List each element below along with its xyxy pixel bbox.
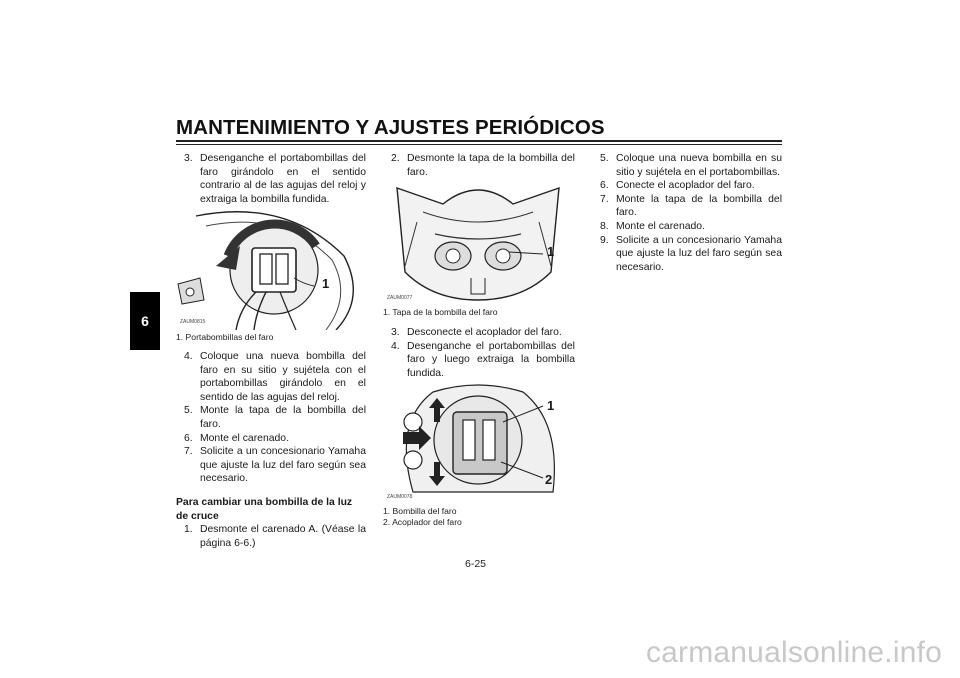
figure-code: ZAUM0077 [387, 295, 413, 301]
figure-code: ZAUM0078 [387, 494, 413, 500]
column-1-continued [176, 350, 366, 550]
column-3 [592, 152, 782, 274]
page-title: MANTENIMIENTO Y AJUSTES PERIÓDICOS [176, 116, 605, 139]
column-2 [383, 152, 575, 179]
figure-label-1: 1 [547, 244, 555, 259]
page-number: 6-25 [465, 558, 487, 570]
figure-bulb-coupler [383, 382, 573, 504]
header-rule [176, 140, 782, 142]
figure-caption: 1. Portabombillas del faro [176, 332, 274, 342]
step-1: 1. Desmonte el carenado A. (Véase la página 6-6.) [184, 524, 366, 549]
step-5: 5. Monte la tapa de la bombilla del faro. [184, 405, 366, 430]
step-4: 4. Desenganche el portabombillas del faro y luego extraiga la bombilla fundida. [391, 340, 575, 379]
figure-captions [383, 506, 575, 528]
column-1 [176, 152, 366, 206]
chapter-tab: 6 [130, 292, 160, 350]
figure-headlight-cover [383, 182, 573, 304]
figure-caption: 1. Tapa de la bombilla del faro [383, 307, 498, 317]
step-6: 6. Conecte el acoplador del faro. [600, 180, 755, 192]
step-5: 5. Coloque una nueva bombilla en su sitio y sujétela en el portabombillas. [600, 153, 782, 178]
figure-caption-1: 1. Bombilla del faro [383, 506, 457, 516]
step-7: 7. Solicite a un concesionario Yamaha que ajuste la luz del faro según sea necesario. [184, 446, 366, 485]
figure-label-1: 1 [322, 276, 330, 291]
step-3: 3. Desenganche el portabombillas del faro girándolo en el sentido contrario al de las agujas del reloj y extraiga la bombilla fundida. [184, 153, 366, 205]
section-heading: Para cambiar una bombilla de la luz de cruce [176, 496, 353, 522]
step-2: 2. Desmonte la tapa de la bombilla del faro. [391, 153, 575, 178]
figure-code: ZAUM0815 [180, 319, 206, 325]
step-6: 6. Monte el carenado. [184, 432, 289, 444]
column-2-continued [383, 326, 575, 380]
step-4: 4. Coloque una nueva bombilla del faro en su sitio y sujétela con el portabombillas girándolo en el sentido de las agujas del reloj. [184, 351, 366, 403]
header-rule-thin [176, 144, 782, 145]
step-8: 8. Monte el carenado. [600, 220, 705, 232]
step-9: 9. Solicite a un concesionario Yamaha que ajuste la luz del faro según sea necesario. [600, 234, 782, 273]
figure-label-1: 1 [547, 398, 555, 413]
figure-caption-2: 2. Acoplador del faro [383, 517, 462, 527]
watermark: carmanualsonline.info [645, 636, 942, 669]
step-7: 7. Monte la tapa de la bombilla del faro. [600, 193, 782, 219]
figure-bulb-holder [176, 208, 364, 330]
step-3: 3. Desconecte el acoplador del faro. [391, 327, 562, 338]
figure-label-2: 2 [545, 472, 553, 487]
